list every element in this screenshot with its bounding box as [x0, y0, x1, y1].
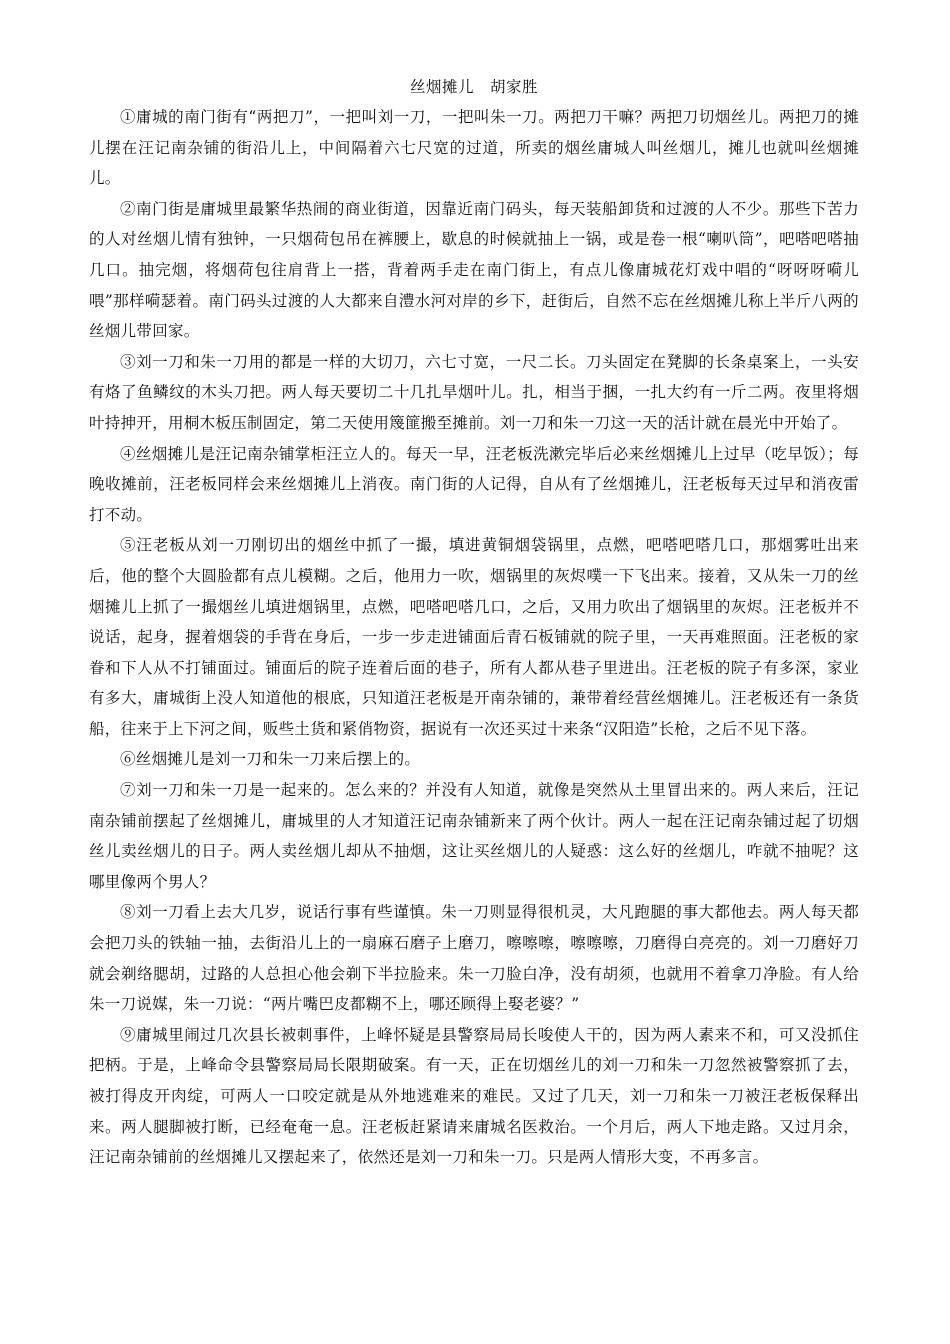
article	[89, 72, 859, 1173]
paragraph-5: ⑤汪老板从刘一刀刚切出的烟丝中抓了一撮，填进黄铜烟袋锅里，点燃，吧嗒吧嗒几口，那烟雾吐出来后，他的整个大圆脸都有点儿模糊。之后，他用力一吹，烟锅里的灰烬噗一下飞出来。接着，又从朱一刀的丝烟摊儿上抓了一撮烟丝儿填进烟锅里，点燃，吧嗒吧嗒几口，之后，又用力吹出了烟锅里的灰烬。汪老板并不说话，起身，握着烟袋的手背在身后，一步一步走进铺面后青石板铺就的院子里，一天再难照面。汪老板的家眷和下人从不打铺面过。铺面后的院子连着后面的巷子，所有人都从巷子里进出。汪老板的院子有多深，家业有多大，庸城街上没人知道他的根底，只知道汪老板是开南杂铺的，兼带着经营丝烟摊儿。汪老板还有一条货船，往来于上下河之间，贩些土货和紧俏物资，据说有一次还买过十来条“汉阳造”长枪，之后不见下落。	[89, 536, 859, 738]
paragraph-6: ⑥丝烟摊儿是刘一刀和朱一刀来后摆上的。	[120, 750, 421, 769]
paragraph-9: ⑨庸城里闹过几次县长被刺事件，上峰怀疑是县警察局局长唆使人干的，因为两人素来不和，可又没抓住把柄。于是，上峰命令县警察局局长限期破案。有一天，正在切烟丝儿的刘一刀和朱一刀忽然被警察抓了去，被打得皮开肉绽，可两人一口咬定就是从外地逃难来的难民。又过了几天，刘一刀和朱一刀被汪老板保释出来。两人腿脚被打断，已经奄奄一息。汪老板赶紧请来庸城名医救治。一个月后，两人下地走路。又过月余，汪记南杂铺前的丝烟摊儿又摆起来了，依然还是刘一刀和朱一刀。只是两人情形大变，不再多言。	[89, 1025, 859, 1167]
paragraph-3: ③刘一刀和朱一刀用的都是一样的大切刀，六七寸宽，一尺二长。刀头固定在凳脚的长条桌案上，一头安有烙了鱼鳞纹的木头刀把。两人每天要切二十几扎旱烟叶儿。扎，相当于捆，一扎大约有一斤二两。夜里将烟叶持抻开，用桐木板压制固定，第二天使用篾篚搬至摊前。刘一刀和朱一刀这一天的活计就在晨光中开始了。	[89, 352, 859, 432]
paragraph-2: ②南门街是庸城里最繁华热闹的商业街道，因靠近南门码头，每天装船卸货和过渡的人不少。那些下苦力的人对丝烟儿情有独钟，一只烟荷包吊在裤腰上，歇息的时候就抽上一锅，或是卷一根“喇叭筒”，吧嗒吧嗒抽几口。抽完烟，将烟荷包往肩背上一搭，背着两手走在南门街上，有点儿像庸城花灯戏中唱的“呀呀呀嗬儿喂”那样嗬瑟着。南门码头过渡的人大都来自澧水河对岸的乡下，赶街后，自然不忘在丝烟摊儿称上半斤八两的丝烟儿带回家。	[89, 199, 859, 341]
paragraph-7: ⑦刘一刀和朱一刀是一起来的。怎么来的？并没有人知道，就像是突然从土里冒出来的。两人来后，汪记南杂铺前摆起了丝烟摊儿，庸城里的人才知道汪记南杂铺新来了两个伙计。两人一起在汪记南杂铺过起了切烟丝儿卖丝烟儿的日子。两人卖丝烟儿却从不抽烟，这让买丝烟儿的人疑惑：这么好的丝烟儿，咋就不抽呢？这哪里像两个男人？	[89, 781, 859, 891]
paragraph-1: ①庸城的南门街有“两把刀”，一把叫刘一刀，一把叫朱一刀。两把刀干嘛？两把刀切烟丝儿。两把刀的摊儿摆在汪记南杂铺的街沿儿上，中间隔着六七尺宽的过道，所卖的烟丝庸城人叫丝烟儿，摊儿也就叫丝烟摊儿。	[89, 108, 859, 188]
paragraph-8: ⑧刘一刀看上去大几岁，说话行事有些谨慎。朱一刀则显得很机灵，大凡跑腿的事大都他去。两人每天都会把刀头的铁轴一抽，去街沿儿上的一扇麻石磨子上磨刀，嚓嚓嚓，嚓嚓嚓，刀磨得白亮亮的。刘一刀磨好刀就会剃络腮胡，过路的人总担心他会剃下半拉脸来。朱一刀脸白净，没有胡须，也就用不着拿刀净脸。有人给朱一刀说媒，朱一刀说：“两片嘴巴皮都糊不上，哪还顾得上娶老婆？”	[89, 903, 859, 1014]
article-title: 丝烟摊儿 胡家胜	[409, 78, 538, 96]
paragraph-4: ④丝烟摊儿是汪记南杂铺掌柜汪立人的。每天一早，汪老板洗漱完毕后必来丝烟摊儿上过早（吃早饭）；每晚收摊前，汪老板同样会来丝烟摊儿上消夜。南门街的人记得，自从有了丝烟摊儿，汪老板每天过早和消夜雷打不动。	[89, 444, 859, 524]
